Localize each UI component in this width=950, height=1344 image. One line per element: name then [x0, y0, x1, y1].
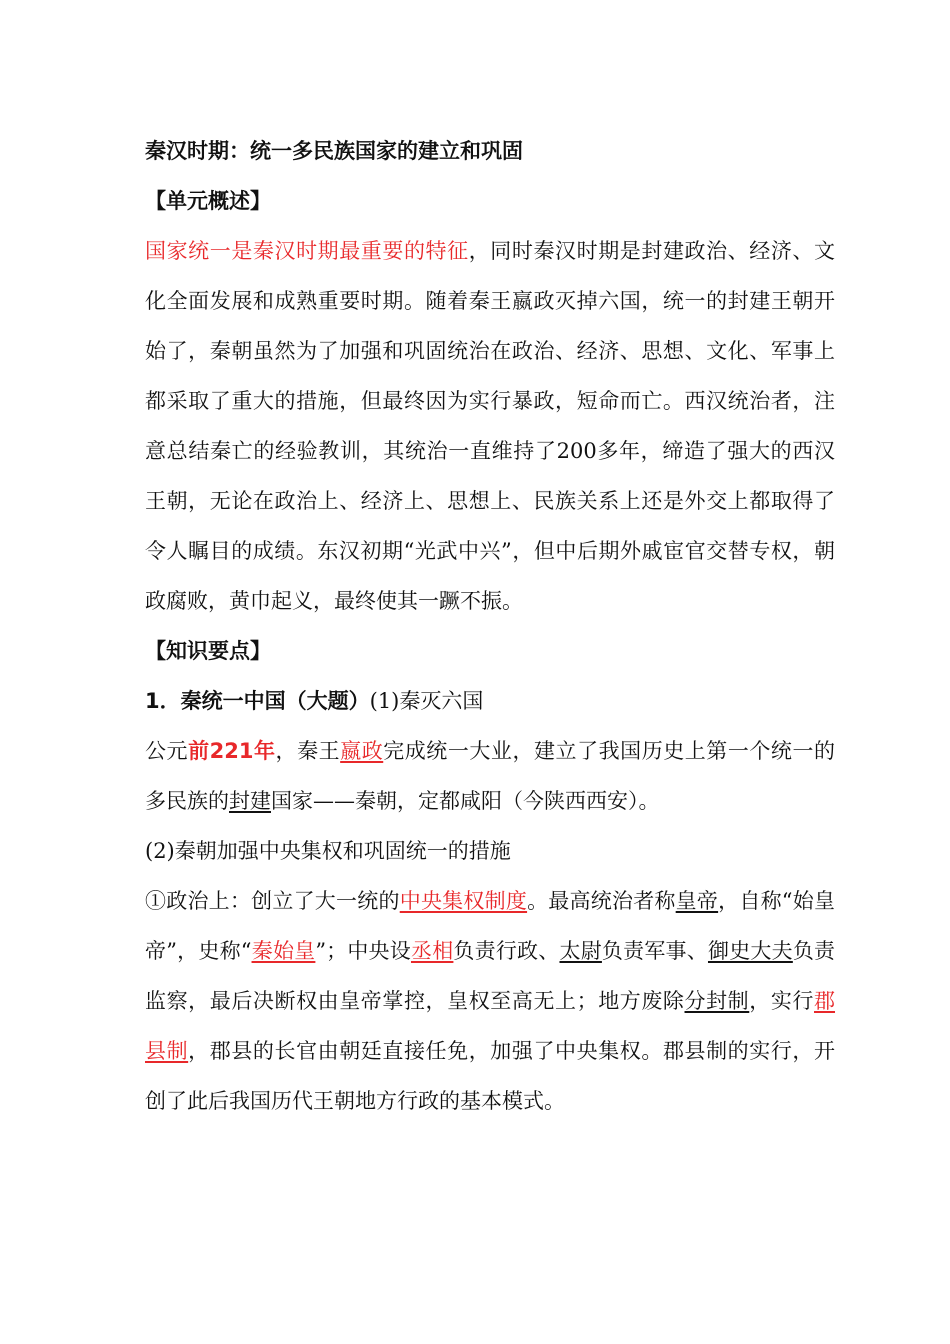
- text-run: ”；中央设: [315, 939, 411, 963]
- unification-paragraph: [145, 726, 835, 826]
- text-run: 。最高统治者称: [527, 889, 676, 913]
- year-highlight: 前221年: [188, 739, 276, 763]
- points-heading: 【知识要点】: [145, 639, 271, 663]
- text-run: 国家——秦朝，定都咸阳（今陕西西安）。: [271, 789, 660, 813]
- overview-paragraph: [145, 226, 835, 626]
- chengxiang-keyword: 丞相: [410, 939, 454, 963]
- subsection-2-title: (2)秦朝加强中央集权和巩固统一的措施: [145, 839, 511, 863]
- junxian-keyword: 郡县制: [145, 989, 836, 1063]
- central-system-keyword: 中央集权制度: [399, 889, 528, 913]
- text-run: ，郡县的长官由朝廷直接任免，加强了中央集权。郡县制的实行，开创了此后我国历代王朝地方行政的基本模式。: [145, 1039, 836, 1113]
- political-measures-paragraph: [145, 876, 835, 1126]
- text-run: ①政治上：创立了大一统的: [145, 889, 400, 913]
- document-title: 秦汉时期：统一多民族国家的建立和巩固: [145, 139, 523, 163]
- overview-key-sentence: 国家统一是秦汉时期最重要的特征: [145, 239, 469, 263]
- qin-shihuang-keyword: 秦始皇: [251, 939, 316, 963]
- text-run: ，秦王: [275, 739, 341, 763]
- overview-text: ，同时秦汉时期是封建政治、经济、文化全面发展和成熟重要时期。随着秦王嬴政灭掉六国，统一的封建王朝开始了，秦朝虽然为了加强和巩固统治在政治、经济、思想、文化、军事上都采取了重大的措施，但最终因为实行暴政，短命而亡。西汉统治者，注意总结秦亡的经验教训，其统治一直维持了200多年，缔造了强大的西汉王朝，无论在政治上、经济上、思想上、民族关系上还是外交上都取得了令人瞩目的成绩。东汉初期“光武中兴”，但中后期外戚宦官交替专权，朝政腐败，黄巾起义，最终使其一蹶不振。: [145, 239, 836, 613]
- document-page: [145, 126, 835, 1126]
- yingzheng-keyword: 嬴政: [340, 739, 384, 763]
- text-run: 完成统一大业，建立了我国历史上第一个统一的多民族的: [145, 739, 836, 813]
- text-run: 负责军事、: [601, 939, 708, 963]
- text-run: ，自称“始皇帝”，史称“: [145, 889, 835, 963]
- taiwei-keyword: 太尉: [559, 939, 602, 963]
- text-run: 负责监察，最后决断权由皇帝掌控，皇权至高无上；地方废除: [145, 939, 836, 1013]
- text-run: ，实行: [749, 989, 815, 1013]
- fengjian-keyword: 封建: [229, 789, 271, 813]
- section-1-heading: [145, 676, 835, 726]
- fenfeng-keyword: 分封制: [684, 989, 750, 1013]
- overview-heading: 【单元概述】: [145, 189, 271, 213]
- text-run: 公元: [145, 739, 189, 763]
- subsection-1-title: (1)秦灭六国: [369, 689, 484, 713]
- text-run: 负责行政、: [453, 939, 560, 963]
- emperor-keyword: 皇帝: [675, 889, 719, 913]
- yushi-keyword: 御史大夫: [707, 939, 793, 963]
- section-1-title: 1．秦统一中国（大题）: [145, 689, 370, 713]
